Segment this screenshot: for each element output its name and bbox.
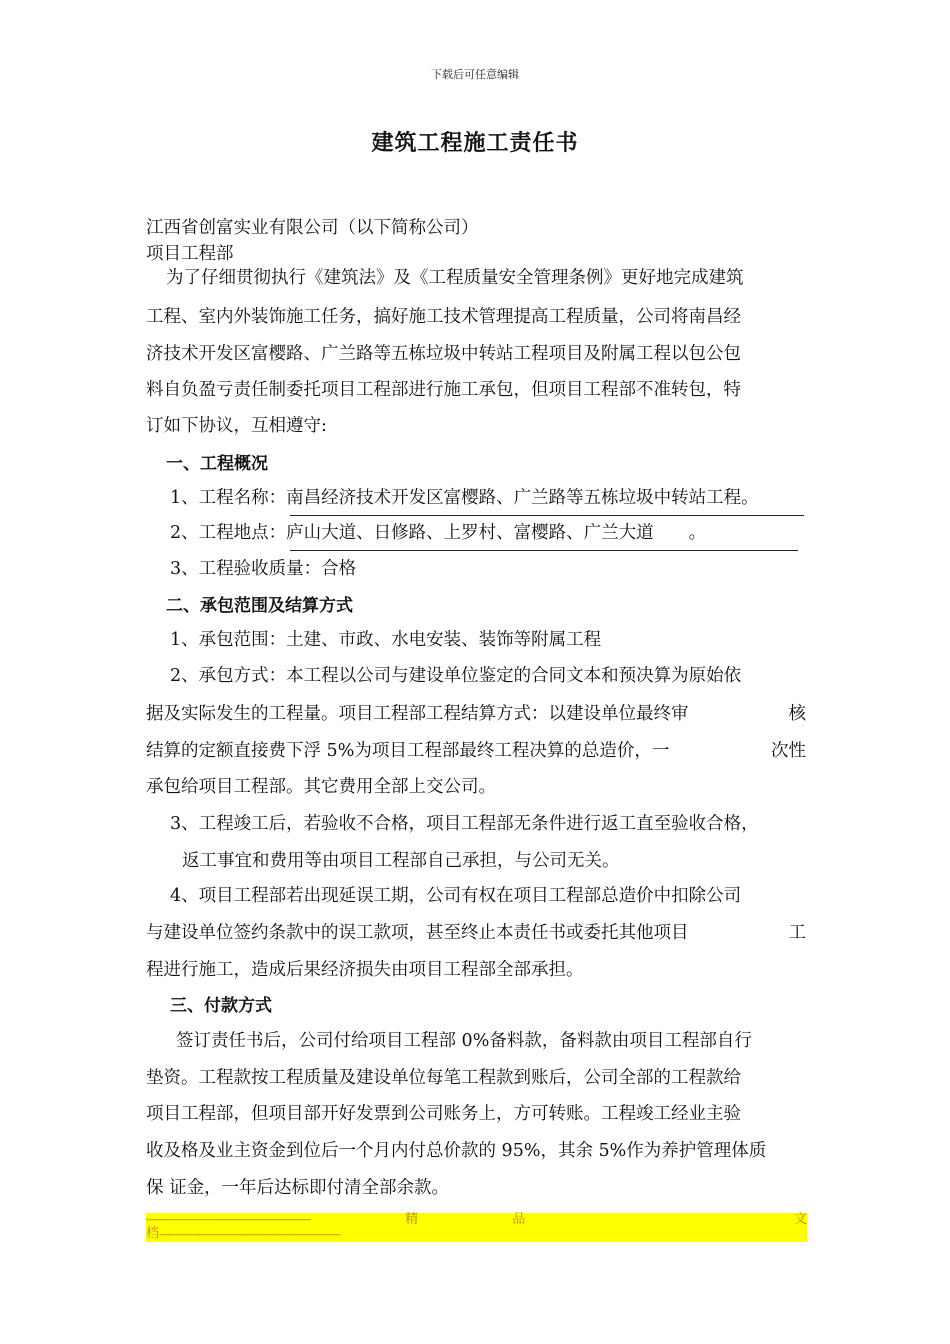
project-location: 2、工程地点：庐山大道、日修路、上罗村、富樱路、广兰大道 。 [170,523,707,543]
contract-scope: 1、承包范围：土建、市政、水电安装、装饰等附属工程 [170,630,602,650]
section-2-heading: 二、承包范围及结算方式 [166,596,353,616]
completion-clause-line-1: 3、工程竣工后，若验收不合格，项目工程部无条件进行返工直至验收合格， [170,814,759,834]
intro-line-5: 订如下协议，互相遵守: [146,416,327,436]
payment-line-1: 签订责任书后，公司付给项目工程部 0%备料款，备料款由项目工程部自行 [176,1031,752,1051]
contract-method-line-2-tail: 核 [788,704,806,724]
contract-method-line-2 [146,702,806,726]
payment-line-2: 垫资。工程款按工程质量及建设单位每笔工程款到账后，公司全部的工程款给 [146,1068,741,1088]
footer-gap [620,1213,700,1227]
payment-line-4: 收及格及业主资金到位后一个月内付总价款的 95%，其余 5%作为养护管理体质 [146,1141,767,1161]
intro-line-3: 济技术开发区富樱路、广兰路等五栋垃圾中转站工程项目及附属工程以包公包 [146,344,741,364]
contract-method-line-3 [146,739,806,763]
footer-char-4: 档 [146,1226,160,1241]
section-1-heading: 一、工程概况 [166,454,268,474]
footer-row-1 [146,1213,807,1227]
document-title: 建筑工程施工责任书 [371,130,579,156]
delay-clause-line-3: 程进行施工，造成后果经济损失由项目工程部全部承担。 [146,960,584,980]
contract-method-line-3-tail: 次性 [771,741,806,761]
footer-char-1: 精 [405,1212,419,1227]
footer-banner [146,1213,807,1242]
completion-clause-line-2: 返工事宜和费用等由项目工程部自己承担，与公司无关。 [182,851,620,871]
contract-method-line-4: 承包给项目工程部。其它费用全部上交公司。 [146,777,496,797]
delay-clause-line-2 [146,921,806,945]
section-3-heading: 三、付款方式 [170,996,272,1016]
footer-row-2 [146,1227,489,1242]
contract-method-line-1: 2、承包方式：本工程以公司与建设单位鉴定的合同文本和预决算为原始依 [170,666,742,686]
footer-char-3: 文 [793,1212,807,1227]
party-b: 项目工程部 [146,244,234,264]
delay-clause-line-2-text: 与建设单位签约条款中的误工款项，甚至终止本责任书或委托其他项目 [146,923,689,943]
footer-dashes-2: ------------------------------------------------------------------ [159,1230,341,1240]
footer-char-2: 品 [512,1212,526,1227]
party-a: 江西省创富实业有限公司（以下简称公司） [146,218,479,238]
payment-line-3: 项目工程部，但项目部开好发票到公司账务上，方可转账。工程竣工经业主验 [146,1104,741,1124]
footer-dashes-1: ------------------------------------------------------------ [146,1215,311,1225]
project-name-underline [290,515,804,516]
contract-method-line-2-text: 据及实际发生的工程量。项目工程部工程结算方式：以建设单位最终审 [146,704,689,724]
delay-clause-line-2-tail: 工 [788,923,806,943]
intro-line-2: 工程、室内外装饰施工任务，搞好施工技术管理提高工程质量，公司将南昌经 [146,307,741,327]
intro-line-4: 料自负盈亏责任制委托项目工程部进行施工承包，但项目工程部不准转包，特 [146,380,741,400]
contract-method-line-3-text: 结算的定额直接费下浮 5%为项目工程部最终工程决算的总造价，一 [146,741,670,761]
project-location-underline [290,550,798,551]
intro-line-1: 为了仔细贯彻执行《建筑法》及《工程质量安全管理条例》更好地完成建筑 [166,268,744,288]
header-note: 下载后可任意编辑 [431,68,519,81]
acceptance-quality: 3、工程验收质量：合格 [170,559,357,579]
payment-line-5: 保 证金，一年后达标即付清全部余款。 [146,1178,450,1198]
delay-clause-line-1: 4、项目工程部若出现延误工期，公司有权在项目工程部总造价中扣除公司 [170,886,742,906]
project-name: 1、工程名称：南昌经济技术开发区富樱路、广兰路等五栋垃圾中转站工程。 [170,488,759,508]
